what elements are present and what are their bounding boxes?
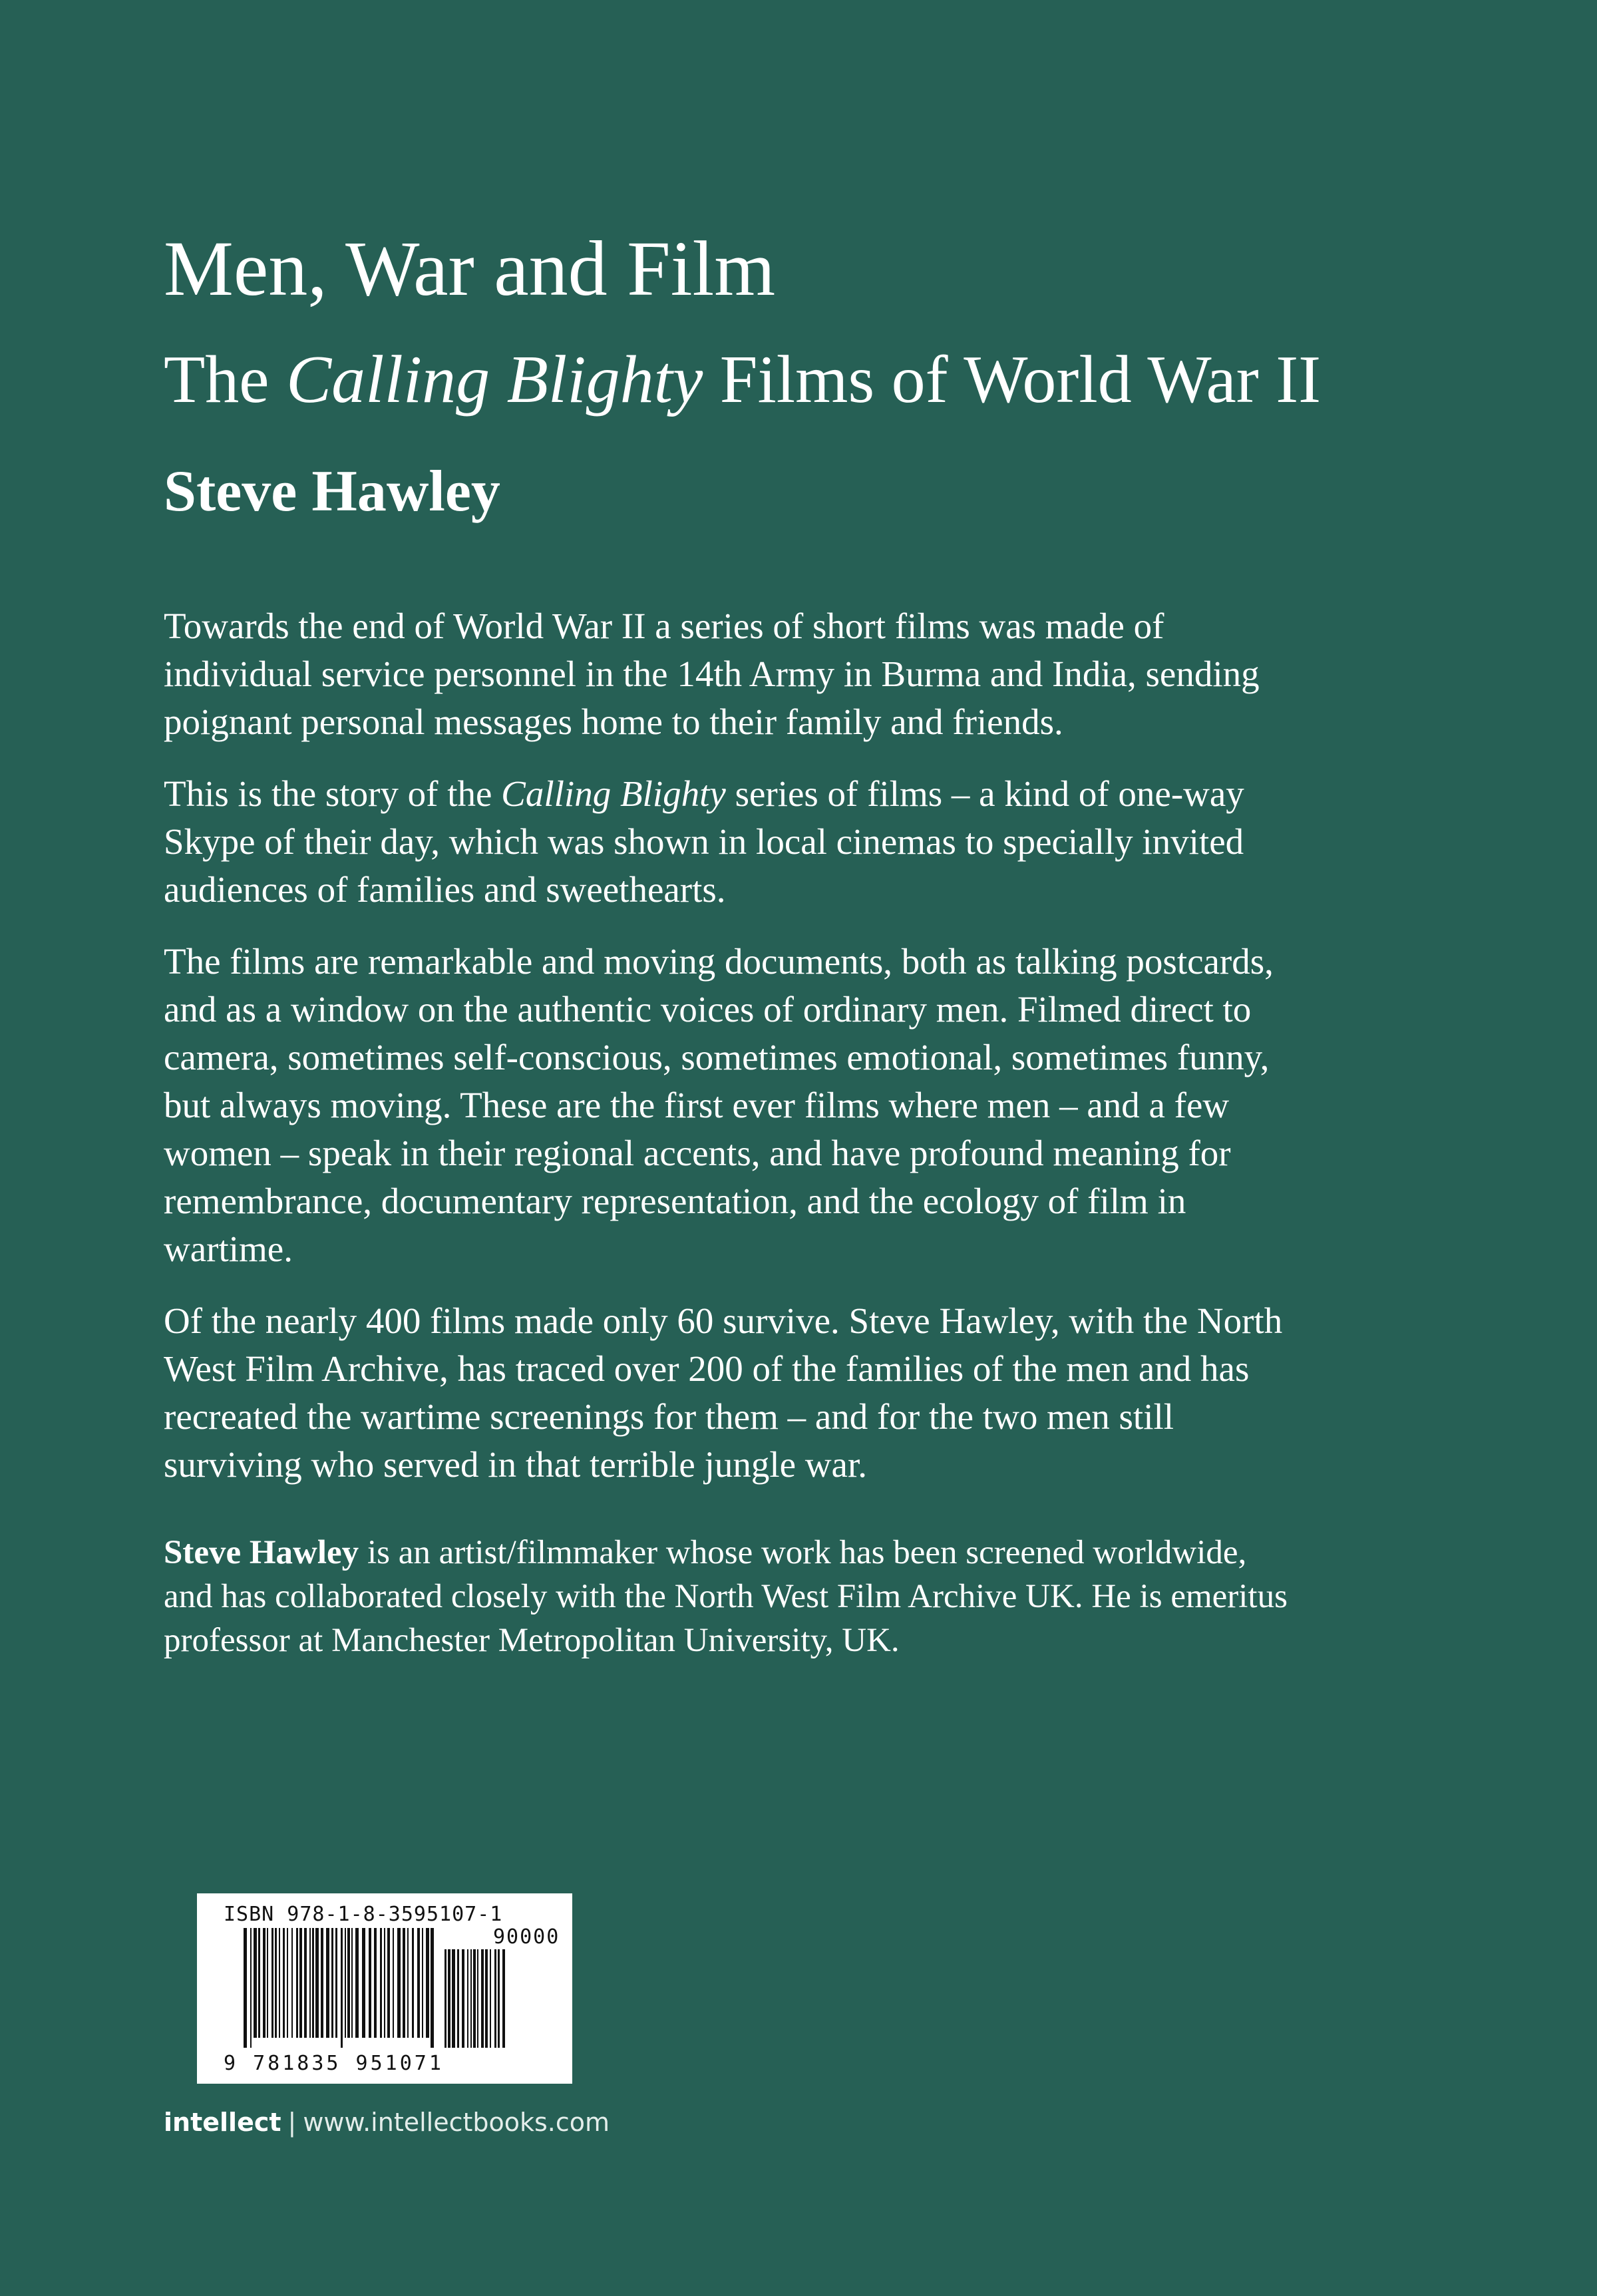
barcode-bar bbox=[254, 1928, 257, 2038]
barcode-bar bbox=[341, 1928, 343, 2048]
barcode-bar bbox=[481, 1949, 484, 2048]
author-name: Steve Hawley bbox=[164, 459, 500, 524]
isbn-label: ISBN 978-1-8-3595107-1 bbox=[224, 1903, 503, 1926]
blurb-paragraph-3: The films are remarkable and moving documents, both as talking postcards, and as a window on the authentic voices of ordinary men. Filmed direct to camera, sometimes self-conscious, sometimes emotional, sometimes funny, but always moving. These are the first ever films where men – and a few women – speak in their regional accents, and have profound meaning for remembrance, documentary representation, and the ecology of film in wartime. bbox=[164, 941, 1274, 1269]
barcode-bar bbox=[384, 1928, 385, 2038]
barcode-bar bbox=[380, 1928, 382, 2038]
barcode-bar bbox=[485, 1949, 488, 2048]
bio-name: Steve Hawley bbox=[164, 1534, 359, 1571]
barcode-bar bbox=[267, 1928, 268, 2038]
barcode-bar bbox=[275, 1928, 277, 2038]
blurb-p2-pre: This is the story of the bbox=[164, 773, 502, 814]
barcode-bar bbox=[470, 1949, 472, 2048]
subtitle-pre: The bbox=[164, 342, 287, 417]
barcode-bar bbox=[374, 1928, 377, 2038]
barcode-bars-icon bbox=[244, 1928, 437, 2048]
barcode-bar bbox=[271, 1928, 273, 2038]
barcode-bar bbox=[304, 1928, 307, 2038]
blurb-paragraph-1: Towards the end of World War II a series of short films was made of individual service personnel in the 14th Army in Burma and India, sending poignant personal messages home to their family and friends. bbox=[164, 606, 1260, 742]
barcode-bar bbox=[387, 1928, 390, 2038]
author-bio bbox=[164, 1531, 1288, 1662]
publisher-url: www.intellectbooks.com bbox=[303, 2108, 610, 2137]
barcode-bar bbox=[296, 1928, 298, 2038]
barcode-bar bbox=[490, 1949, 491, 2048]
barcode-bar bbox=[431, 1928, 434, 2048]
barcode-digits: 9 781835 951071 bbox=[224, 2052, 444, 2075]
barcode-bar bbox=[422, 1928, 423, 2038]
book-title: Men, War and Film bbox=[164, 225, 776, 312]
barcode-bar bbox=[426, 1928, 429, 2038]
barcode-bar bbox=[403, 1928, 405, 2038]
blurb-paragraph-4: Of the nearly 400 films made only 60 survive. Steve Hawley, with the North West Film Archive, has traced over 200 of the families of the men and has recreated the wartime screenings for them – and for the two men still surviving who served in that terrible jungle war. bbox=[164, 1300, 1283, 1485]
barcode-bar bbox=[457, 1949, 459, 2048]
barcode-bar bbox=[263, 1928, 266, 2038]
barcode-bar bbox=[412, 1928, 414, 2038]
publisher-separator: | bbox=[287, 2108, 297, 2137]
barcode-bar bbox=[258, 1928, 260, 2038]
barcode-bar bbox=[397, 1928, 401, 2038]
book-subtitle bbox=[164, 342, 1322, 417]
barcode-bar bbox=[369, 1928, 371, 2038]
barcode-bar bbox=[498, 1949, 500, 2048]
barcode-bar bbox=[287, 1928, 288, 2038]
blurb bbox=[164, 602, 1288, 1513]
barcode-price-code: 90000 bbox=[493, 1925, 560, 1949]
isbn-barcode bbox=[197, 1893, 572, 2084]
barcode-bar bbox=[393, 1928, 394, 2038]
barcode-bar bbox=[331, 1928, 333, 2038]
barcode-bar bbox=[312, 1928, 314, 2038]
barcode-bar bbox=[315, 1928, 319, 2038]
barcode-bar bbox=[473, 1949, 476, 2048]
barcode-bar bbox=[335, 1928, 337, 2038]
barcode-bar bbox=[417, 1928, 420, 2038]
barcode-bar bbox=[283, 1928, 285, 2038]
barcode-bar bbox=[345, 1928, 346, 2038]
barcode-bar bbox=[444, 1949, 446, 2048]
blurb-p2-italic: Calling Blighty bbox=[501, 773, 726, 814]
barcode-bar bbox=[362, 1928, 365, 2038]
blurb-paragraph-2 bbox=[164, 770, 1288, 914]
barcode-bar bbox=[326, 1928, 329, 2038]
barcode-bar bbox=[462, 1949, 464, 2048]
barcode-bar bbox=[244, 1928, 247, 2048]
barcode-addon-bars-icon bbox=[444, 1949, 511, 2048]
subtitle-post: Films of World War II bbox=[703, 342, 1322, 417]
barcode-bar bbox=[502, 1949, 505, 2048]
barcode-bar bbox=[299, 1928, 302, 2038]
barcode-bar bbox=[321, 1928, 323, 2038]
barcode-bar bbox=[291, 1928, 293, 2038]
barcode-bar bbox=[407, 1928, 409, 2038]
blurb-p2-post: series of films – a kind of one-way Skype of their day, which was shown in local cinemas to specially invited audiences of families and sweethearts. bbox=[164, 773, 1244, 910]
subtitle-italic: Calling Blighty bbox=[286, 342, 703, 417]
barcode-bar bbox=[347, 1928, 350, 2038]
barcode-bar bbox=[279, 1928, 280, 2038]
barcode-bar bbox=[250, 1928, 252, 2048]
barcode-bar bbox=[494, 1949, 496, 2048]
barcode-bar bbox=[477, 1949, 478, 2048]
publisher-brand: intellect bbox=[164, 2108, 281, 2137]
barcode-bar bbox=[355, 1928, 359, 2038]
barcode-bar bbox=[452, 1949, 455, 2048]
barcode-bar bbox=[309, 1928, 311, 2038]
barcode-bar bbox=[448, 1949, 450, 2048]
barcode-bar bbox=[467, 1949, 468, 2048]
barcode-bar bbox=[351, 1928, 353, 2038]
bio-text: is an artist/filmmaker whose work has been screened worldwide, and has collaborated closely with the North West Film Archive UK. He is emeritus professor at Manchester Metropolitan University, UK. bbox=[164, 1534, 1288, 1659]
publisher-line bbox=[164, 2110, 610, 2135]
